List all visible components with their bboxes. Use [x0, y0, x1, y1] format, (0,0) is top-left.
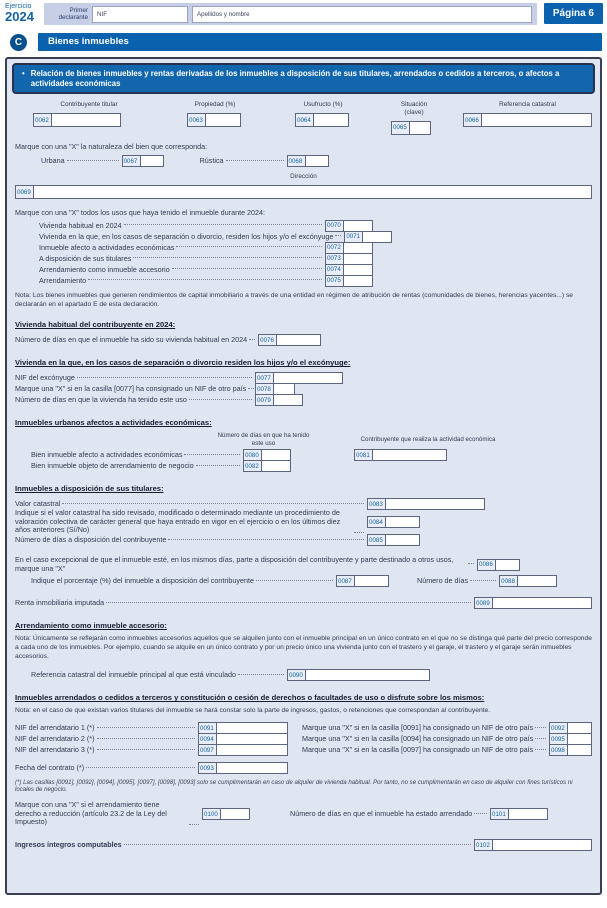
casilla-0088-input[interactable]	[517, 575, 557, 587]
nif-exconyuge-label: NIF del excónyuge	[15, 372, 75, 382]
uso-row	[15, 275, 373, 287]
casilla-0062-number: 0062	[33, 113, 52, 127]
excepcional-row	[15, 556, 592, 573]
casilla-0067-input[interactable]	[140, 155, 164, 167]
referencia-catastral-group	[463, 101, 592, 127]
casilla-0083-input[interactable]	[385, 498, 485, 510]
dias-uso-vivienda-label: Número de días en que la vivienda ha tenido este uso	[15, 394, 187, 404]
situacion-group	[391, 101, 437, 134]
renta-imputada-label: Renta inmobiliaria imputada	[15, 597, 105, 607]
fecha-contrato-row	[15, 762, 592, 774]
casilla-0090-input[interactable]	[305, 669, 430, 681]
arrendatario-row	[15, 722, 592, 734]
casilla-0097-input[interactable]	[216, 744, 288, 756]
ref-principal-label: Referencia catastral del inmueble principal al que está vinculado	[31, 670, 236, 680]
nif-arrendatario-2-label: NIF del arrendatario 2 (*)	[15, 733, 95, 743]
casilla-0072-number: 0072	[325, 242, 344, 254]
casilla-0097-number: 0097	[198, 744, 217, 756]
usos-list	[15, 220, 592, 287]
disposicion-heading: Inmuebles a disposición de sus titulares:	[15, 484, 164, 494]
section-c-row	[0, 25, 607, 51]
usufructo-label: Usufructo (%)	[303, 101, 343, 109]
separacion-heading: Vivienda en la que, en los casos de separación o divorcio residen los hijos y/o el excónyuge:	[15, 358, 351, 368]
naturaleza-intro: Marque con una "X" la naturaleza del bien que corresponda:	[15, 141, 208, 151]
bullet-icon: •	[22, 69, 25, 78]
separacion-dias-row	[15, 394, 592, 406]
accesorio-nota: Nota: Únicamente se reflejarán como inmuebles accesorios aquellos que se alquilen junto con el inmueble principal en un único contrato en el que no se distinga qué parte del precio corresponde a cada uno de los inmuebles. Por ejemplo, cuando se alquile en un único contrato y por un precio único una vivienda junto con el trastero y el garaje, el trastero y el garaje serán inmuebles accesorios.	[15, 635, 592, 660]
rustica-label: Rústica	[199, 156, 224, 165]
situacion-clave-label: Situación (clave)	[400, 101, 428, 116]
casilla-0076-number: 0076	[258, 334, 277, 346]
numero-dias-label: Número de días	[417, 575, 469, 585]
casilla-0092-number: 0092	[549, 722, 568, 734]
referencia-catastral-label: Referencia catastral	[499, 101, 556, 109]
casilla-0086-number: 0086	[477, 559, 496, 571]
casilla-0074-number: 0074	[325, 264, 344, 276]
usos-intro: Marque con una "X" todos los usos que haya tenido el inmueble durante 2024:	[15, 208, 266, 218]
casilla-0069-number: 0069	[15, 185, 34, 199]
casilla-0102-number: 0102	[474, 839, 493, 851]
arrendados-heading: Inmuebles arrendados o cedidos a terceros y constitución o cesión de derechos o facultades de uso o disfrute sobre los mismos:	[15, 693, 485, 703]
uso-vivienda-habitual-label: Vivienda habitual en 2024	[39, 220, 122, 230]
casilla-0101-input[interactable]	[508, 808, 548, 820]
valor-catastral-label: Valor catastral	[15, 498, 61, 508]
casilla-0084-input[interactable]	[385, 516, 420, 528]
usos-nota: Nota: Los bienes inmuebles que generen rendimientos de capital inmobiliario a través de una entidad en régimen de atribución de rentas (comunidades de bienes, herencias yacentes...) se declararán en el apartado E de esta declaración.	[15, 291, 574, 308]
dias-disposicion-label: Número de días a disposición del contribuyente	[15, 534, 167, 544]
casilla-0093-number: 0093	[198, 762, 217, 774]
casilla-0093-input[interactable]	[216, 762, 288, 774]
casilla-0091-number: 0091	[198, 722, 217, 734]
casilla-0065-number: 0065	[391, 121, 410, 135]
casilla-0070-number: 0070	[325, 220, 344, 232]
casilla-0089-number: 0089	[474, 597, 493, 609]
vivienda-habitual-dias-row	[15, 334, 315, 346]
vh-dias-label: Número de días en que el inmueble ha sido su vivienda habitual en 2024	[15, 334, 248, 344]
casilla-0063-number: 0063	[187, 113, 206, 127]
casilla-0069-input[interactable]	[33, 185, 592, 199]
uso-row	[15, 231, 373, 243]
nif-label: NIF	[97, 10, 107, 18]
nif-input[interactable]	[92, 6, 188, 23]
arrendatario-row	[15, 733, 592, 745]
col-dias-header: Número de días en que ha tenido este uso	[217, 432, 310, 447]
titular-fields-row	[15, 101, 592, 134]
contribuyente-titular-label: Contribuyente titular	[60, 101, 118, 109]
casilla-0063-input[interactable]	[205, 113, 241, 127]
urbanos-row-2	[15, 460, 592, 472]
dias-arrendado-label: Número de días en que el inmueble ha estado arrendado	[290, 808, 473, 818]
bien-afecto-label: Bien inmueble afecto a actividades económicas	[31, 449, 183, 459]
x-otro-pais-0094-label: Marque una "X" si en la casilla [0094] ha consignado un NIF de otro país	[302, 733, 534, 743]
arrendatario-row	[15, 744, 592, 756]
uso-accesorio-label: Arrendamiento como inmueble accesorio	[39, 264, 170, 274]
x-otro-pais-0077-label: Marque una "X" si en la casilla [0077] ha consignado un NIF de otro país	[15, 383, 247, 393]
casilla-0075-number: 0075	[325, 275, 344, 287]
urbanos-afectos-heading: Inmuebles urbanos afectos a actividades económicas:	[15, 418, 212, 428]
casilla-0075-input[interactable]	[343, 275, 373, 287]
excepcional-label: En el caso excepcional de que el inmueble esté, en los mismos días, parte a disposición del contribuyente y parte destinado a otros usos, marque una "X"	[15, 555, 454, 573]
valor-revisado-label: Indique si el valor catastral ha sido revisado, modificado o determinado mediante un procedimiento de valoración colectiva de carácter general que haya entrado en vigor en el ejercicio o en los últimos diez años anteriores (Sí/No)	[15, 508, 341, 535]
ejercicio-block	[5, 3, 41, 24]
asterisk-footnote: (*) Las casillas [0091], [0092], [0094], [0095], [0097], [0098], [0093] solo se cumplimentarán en caso de alquiler de vivienda habitual. Por tanto, no se cumplimentarán en caso de alquiler con fines turísticos ni locales de negocio.	[15, 779, 573, 794]
apellidos-nombre-label: Apellidos y nombre	[197, 10, 250, 18]
naturaleza-row	[15, 155, 592, 167]
propiedad-group	[175, 101, 255, 127]
casilla-0087-number: 0087	[336, 575, 355, 587]
casilla-0068-number: 0068	[287, 155, 306, 167]
casilla-0089-input[interactable]	[492, 597, 592, 609]
casilla-0073-number: 0073	[325, 253, 344, 265]
relacion-subtitle-text: Relación de bienes inmuebles y rentas derivadas de los inmuebles a disposición de sus titulares, arrendados o cedidos a terceros, o afectos a actividades económicas	[30, 69, 560, 88]
casilla-0081-input[interactable]	[372, 449, 447, 461]
accesorio-ref-row	[15, 669, 592, 681]
casilla-0082-input[interactable]	[261, 460, 291, 472]
casilla-0080-number: 0080	[243, 449, 262, 461]
uso-arrendamiento-label: Arrendamiento	[39, 275, 87, 285]
primer-declarante-label: Primer declarante	[58, 6, 88, 21]
casilla-0066-number: 0066	[463, 113, 482, 127]
apellidos-nombre-input[interactable]	[192, 6, 532, 23]
x-otro-pais-0091-label: Marque una "X" si en la casilla [0091] ha consignado un NIF de otro país	[302, 722, 534, 732]
x-otro-pais-0097-label: Marque una "X" si en la casilla [0097] ha consignado un NIF de otro país	[302, 744, 534, 754]
casilla-0062-input[interactable]	[51, 113, 121, 127]
casilla-0083-number: 0083	[367, 498, 386, 510]
casilla-0101-number: 0101	[490, 808, 509, 820]
casilla-0077-number: 0077	[255, 372, 274, 384]
casilla-0085-input[interactable]	[385, 534, 420, 546]
casilla-0100-number: 0100	[202, 808, 221, 820]
reduccion-row	[15, 801, 592, 827]
ejercicio-label: Ejercicio	[5, 3, 32, 10]
fecha-contrato-label: Fecha del contrato (*)	[15, 762, 85, 772]
urbanos-col-headers	[15, 432, 592, 447]
casilla-0088-number: 0088	[499, 575, 518, 587]
casilla-0082-number: 0082	[243, 460, 262, 472]
renta-imputada-row	[15, 597, 592, 609]
reduccion-label: Marque con una "X" si el arrendamiento tiene derecho a reducción (artículo 23.2 de la Ley del Impuesto)	[15, 800, 167, 827]
casilla-0065-input[interactable]	[409, 121, 431, 135]
usufructo-group	[283, 101, 363, 127]
direccion-label: Dirección	[290, 173, 317, 181]
bienes-inmuebles-panel	[5, 57, 602, 895]
casilla-0079-input[interactable]	[273, 394, 303, 406]
uso-disposicion-label: A disposición de sus titulares	[39, 253, 132, 263]
declarante-band	[44, 3, 537, 25]
casilla-0095-number: 0095	[549, 733, 568, 745]
section-c-title: Bienes inmuebles	[38, 33, 602, 51]
casilla-0064-input[interactable]	[313, 113, 349, 127]
vivienda-habitual-heading: Vivienda habitual del contribuyente en 2024:	[15, 320, 176, 330]
porcentaje-label: Indique el porcentaje (%) del inmueble a disposición del contribuyente	[31, 575, 254, 585]
nif-arrendatario-3-label: NIF del arrendatario 3 (*)	[15, 744, 95, 754]
casilla-0081-number: 0081	[354, 449, 373, 461]
page-header	[0, 0, 607, 25]
casilla-0098-number: 0098	[549, 744, 568, 756]
casilla-0064-number: 0064	[295, 113, 314, 127]
casilla-0068-input[interactable]	[305, 155, 329, 167]
dias-disposicion-row	[15, 534, 592, 546]
casilla-0067-number: 0067	[122, 155, 141, 167]
arrendados-nota: Nota: en el caso de que existan varios titulares del inmueble se hará constar solo la parte de ingresos, gastos, o retenciones que correspondan al contribuyente.	[15, 707, 491, 715]
casilla-0078-number: 0078	[255, 383, 274, 395]
casilla-0102-input[interactable]	[492, 839, 592, 851]
casilla-0098-input[interactable]	[567, 744, 592, 756]
casilla-0094-number: 0094	[198, 733, 217, 745]
accesorio-heading: Arrendamiento como inmueble accesorio:	[15, 621, 167, 631]
casilla-0087-input[interactable]	[354, 575, 389, 587]
uso-separacion-label: Vivienda en la que, en los casos de separación o divorcio, residen los hijos y/o el excónyuge	[39, 231, 334, 241]
urbana-label: Urbana	[41, 156, 65, 165]
ingresos-label: Ingresos íntegros computables	[15, 839, 122, 849]
arrendatarios-list	[15, 722, 592, 756]
casilla-0066-input[interactable]	[481, 113, 592, 127]
casilla-0100-input[interactable]	[220, 808, 250, 820]
casilla-0076-input[interactable]	[276, 334, 321, 346]
uso-afecto-label: Inmueble afecto a actividades económicas	[39, 242, 175, 252]
col-contribuyente-header: Contribuyente que realiza la actividad económica	[360, 435, 496, 443]
casilla-0071-number: 0071	[344, 231, 363, 243]
casilla-0086-input[interactable]	[495, 559, 520, 571]
contribuyente-titular-group	[33, 101, 145, 127]
direccion-field	[15, 185, 592, 199]
ejercicio-year: 2024	[5, 9, 34, 25]
relacion-subtitle-bar	[12, 63, 595, 94]
page-number-badge: Página 6	[544, 3, 603, 24]
casilla-0084-number: 0084	[367, 516, 386, 528]
ingresos-row	[15, 839, 592, 851]
casilla-0090-number: 0090	[287, 669, 306, 681]
casilla-0085-number: 0085	[367, 534, 386, 546]
valor-revisado-row	[15, 509, 592, 535]
nif-arrendatario-1-label: NIF del arrendatario 1 (*)	[15, 722, 95, 732]
bien-arrendamiento-negocio-label: Bien inmueble objeto de arrendamiento de negocio	[31, 460, 194, 470]
propiedad-label: Propiedad (%)	[194, 101, 236, 109]
porcentaje-row	[15, 575, 592, 587]
casilla-0079-number: 0079	[255, 394, 274, 406]
section-letter-badge: C	[10, 34, 27, 51]
